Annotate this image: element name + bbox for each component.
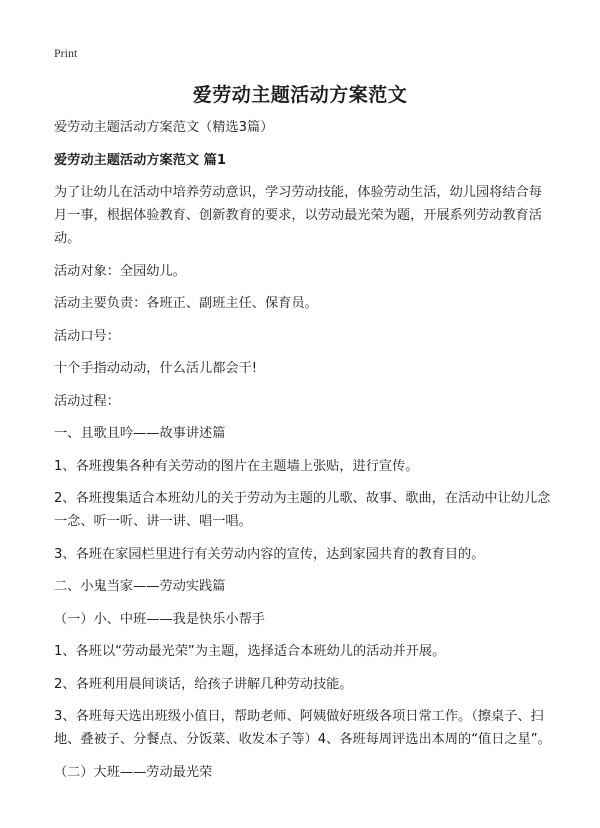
document-body [54, 116, 552, 793]
subsection-heading: （一）小、中班——我是快乐小帮手 [54, 611, 265, 627]
part-one-heading: 一、且歌且吟——故事讲述篇 [54, 426, 226, 441]
print-link[interactable]: Print [54, 46, 78, 60]
list-item: 3、各班在家园栏里进行有关劳动内容的宣传，达到家园共育的教育目的。 [54, 546, 485, 562]
subsection-heading: （二）大班——劳动最光荣 [54, 764, 213, 780]
activity-leaders: 活动主要负责：各班正、副班主任、保育员。 [54, 296, 318, 311]
slogan-label: 活动口号： [54, 328, 120, 344]
section-heading: 爱劳动主题活动方案范文 篇1 [54, 152, 227, 168]
part-two-heading: 二、小鬼当家——劳动实践篇 [54, 579, 226, 594]
list-item: 2、各班利用晨间谈话，给孩子讲解几种劳动技能。 [54, 676, 353, 692]
list-item: 2、各班搜集适合本班幼儿的关于劳动为主题的儿歌、故事、歌曲，在活动中让幼儿念一念、听一听、讲一讲、唱一唱。 [54, 491, 551, 529]
activity-target: 活动对象：全园幼儿。 [54, 263, 186, 279]
document-title: 爱劳动主题活动方案范文 [192, 84, 408, 106]
slogan-text: 十个手指动动动，什么活儿都会干! [54, 361, 258, 376]
list-item: 1、各班搜集各种有关劳动的图片在主题墙上张贴，进行宣传。 [54, 458, 419, 474]
process-label: 活动过程： [54, 393, 120, 409]
list-item: 1、各班以“劳动最光荣”为主题，选择适合本班幼儿的活动并开展。 [54, 644, 446, 659]
intro-paragraph: 为了让幼儿在活动中培养劳动意识，学习劳动技能，体验劳动生活，幼儿园将结合每月一事，根据体验教育、创新教育的要求，以劳动最光荣为题，开展系列劳动教育活动。 [54, 185, 542, 246]
list-item: 3、各班每天选出班级小值日，帮助老师、阿姨做好班级各项日常工作。（擦桌子、扫地、叠被子、分餐点、分饭菜、收发本子等）4、各班每周评选出本周的“值日之星”。 [54, 709, 551, 747]
subtitle: 爱劳动主题活动方案范文（精选3篇） [54, 120, 274, 135]
